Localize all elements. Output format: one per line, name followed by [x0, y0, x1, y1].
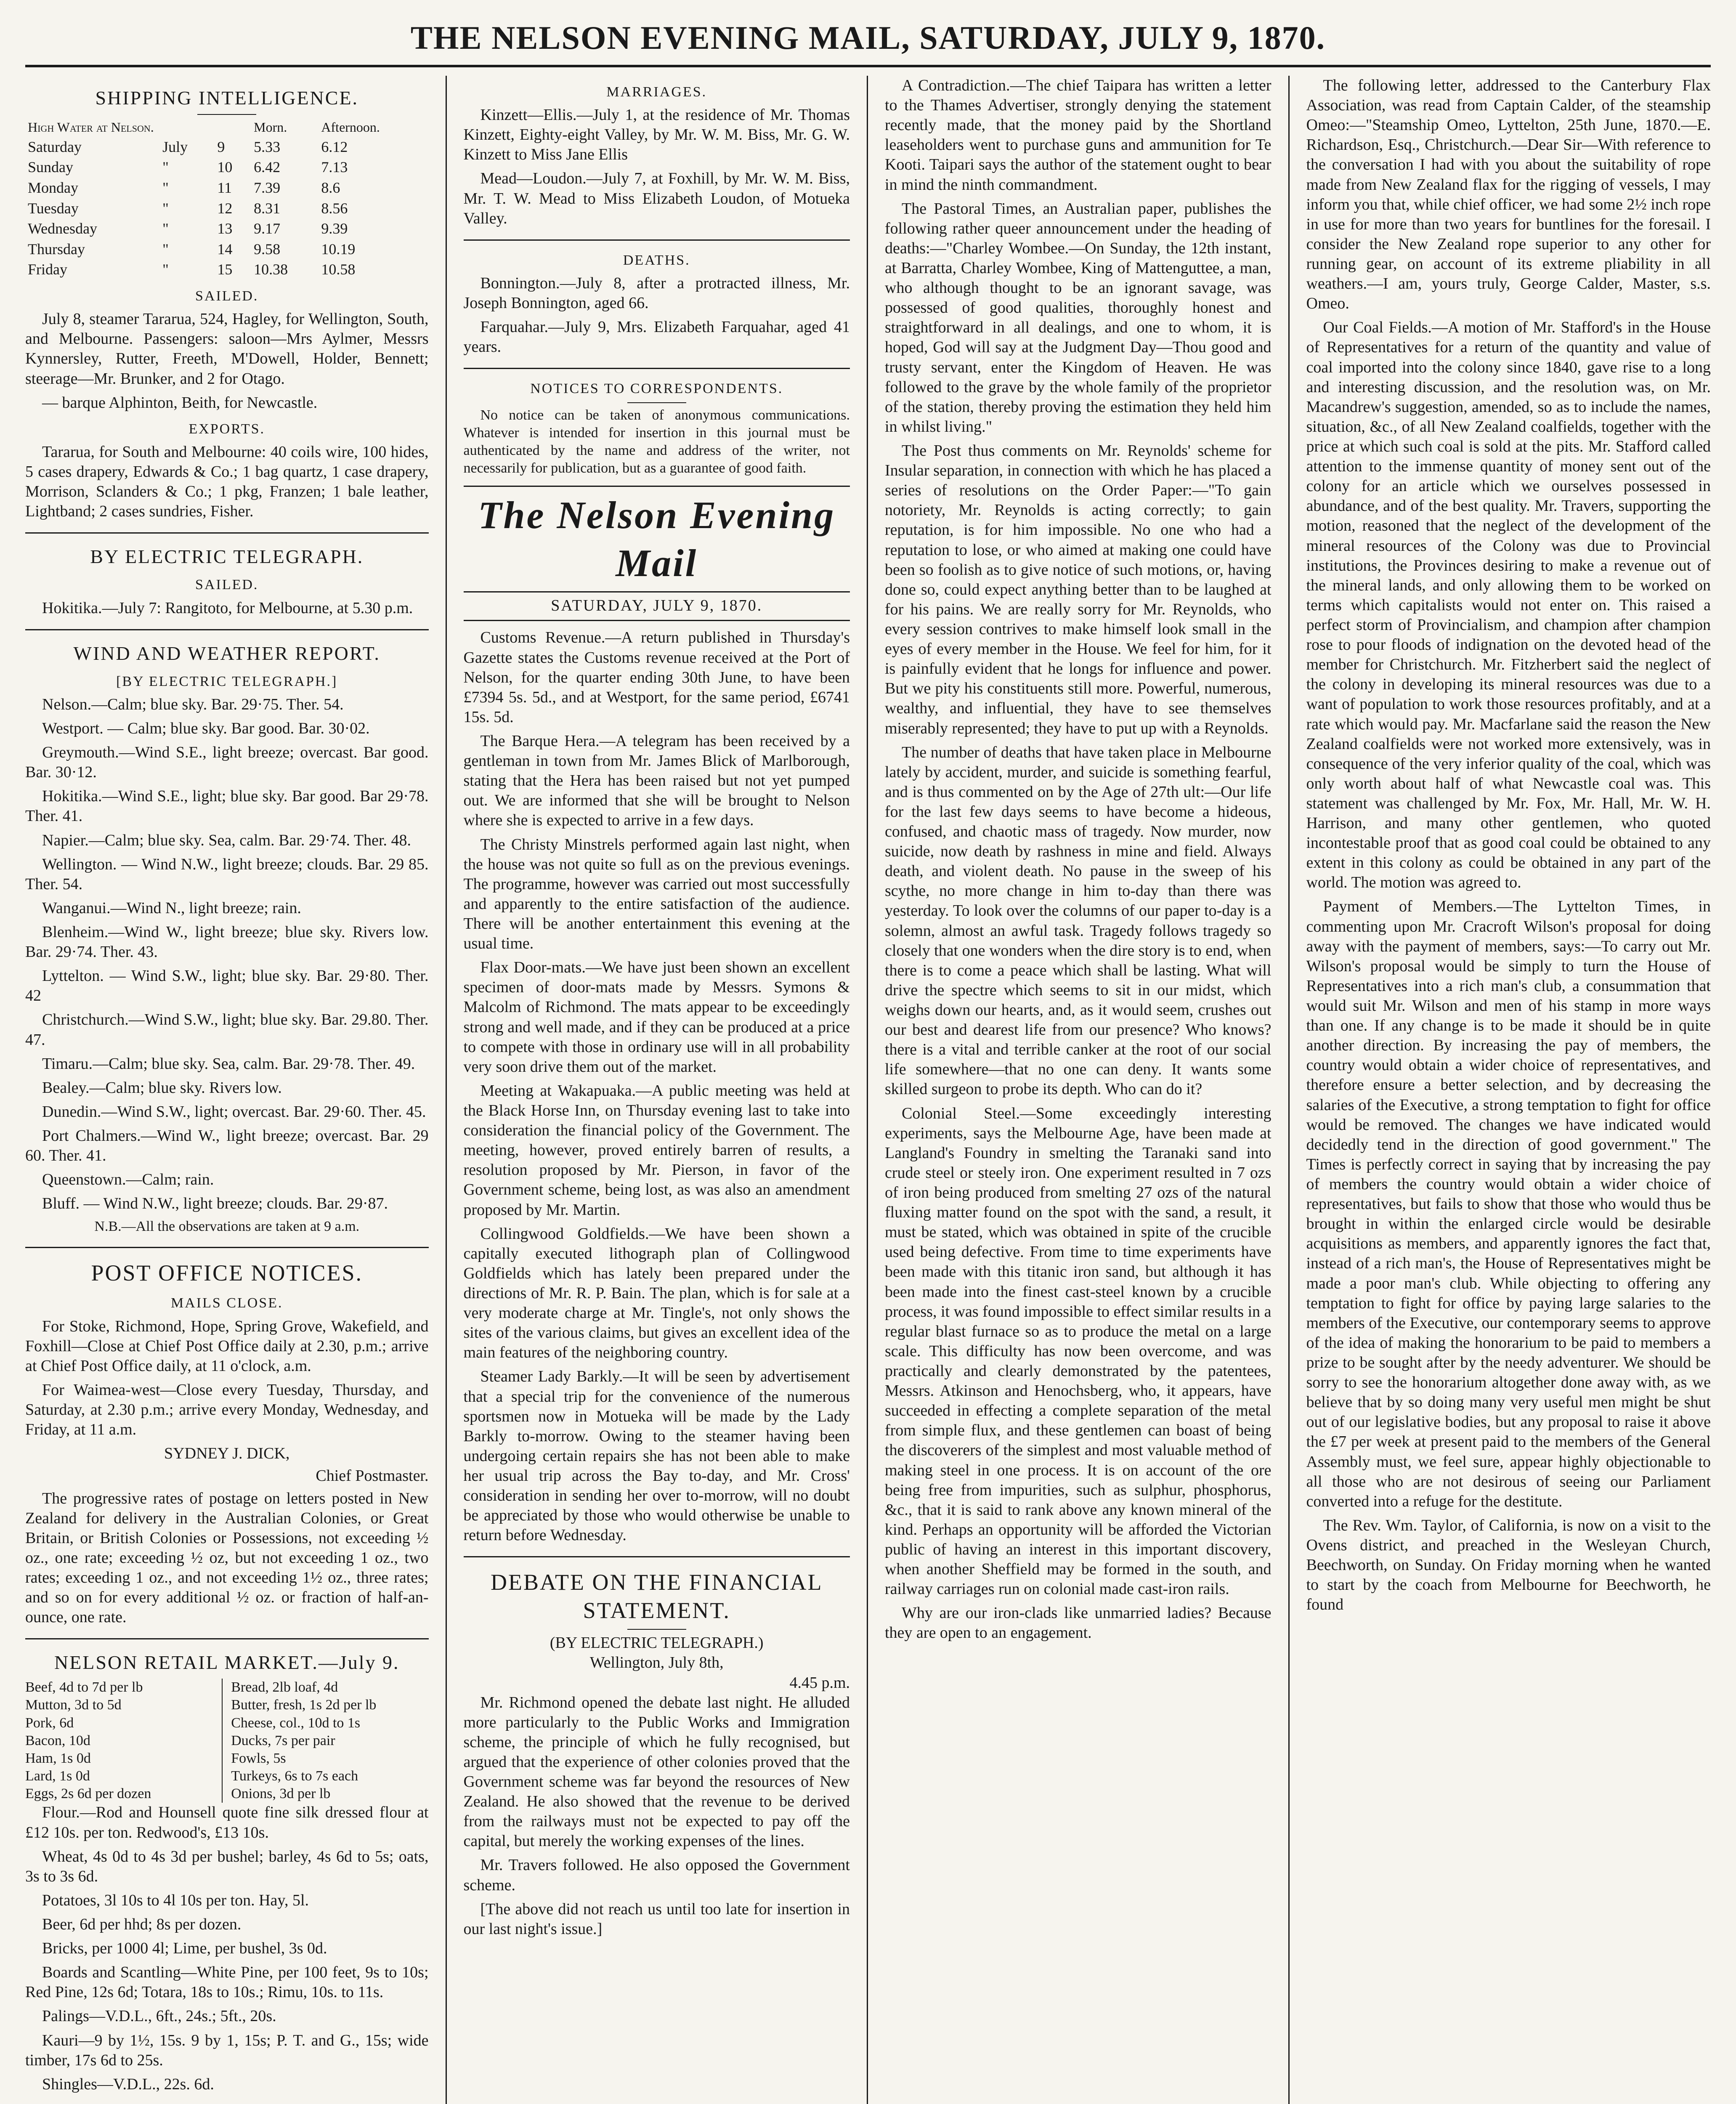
market-price-text: Wheat, 4s 0d to 4s 3d per bushel; barley, 4s 6d to 5s; oats, 3s to 3s 6d.	[25, 1847, 429, 1885]
post-office-title: POST OFFICE NOTICES.	[91, 1260, 363, 1286]
news-paragraph: Meeting at Wakapuaka.—A public meeting was held at the Black Horse Inn, on Thursday evening last to take into consideration the financial policy of the Government. The meeting, however, proved entirely barren of results, a resolution proposed by Mr. Pierson, in favor of the Government scheme, being lost, as was also an amendment proposed by Mr. Martin.	[463, 1081, 850, 1219]
market-item: Ducks, 7s per pair	[231, 1732, 335, 1748]
column-4-paras	[1306, 76, 1711, 1615]
news-paragraph: Flax Door-mats.—We have just been shown an excellent specimen of door-mats made by Messrs. Symons & Malcolm of Richmond. The mats appear to be exceedingly strong and well made, and if they can be produced at a price to compete with those in ordinary use will in all probability very soon drive them out of the market.	[463, 959, 850, 1076]
market-price-text: Kauri—9 by 1½, 15s. 9 by 1, 15s; P. T. and G., 15s; wide timber, 17s 6d to 25s.	[25, 2031, 429, 2069]
table-row	[25, 239, 429, 260]
mails-title: MAILS CLOSE.	[171, 1295, 283, 1311]
table-cell: 15	[217, 261, 233, 278]
market-item: Beef, 4d to 7d per lb	[25, 1679, 223, 1696]
table-cell: "	[162, 159, 169, 176]
table-cell: 13	[217, 220, 233, 237]
column-3	[868, 76, 1290, 2104]
table-cell: "	[162, 240, 169, 258]
table-row	[25, 157, 429, 178]
table-cell: 9.39	[321, 220, 348, 237]
market-grid	[25, 1679, 429, 1803]
column-3-paras	[885, 76, 1271, 1643]
debate-paragraph: Mr. Richmond opened the debate last night. He alluded more particularly to the Public Works and Immigration scheme, the principle of which he fully recognised, but argued that the experience of other colonies proved that the Government scheme was far beyond the resources of New Zealand. He also showed that the revenue to be derived from the railways must not be expected to pay off the capital, but merely the working expenses of the lines.	[463, 1693, 850, 1850]
market-item: Fowls, 5s	[231, 1750, 286, 1766]
table-cell: 9	[217, 138, 225, 155]
debate-paras	[464, 1693, 850, 1939]
table-cell: Tuesday	[28, 199, 79, 217]
weather-sub: [BY ELECTRIC TELEGRAPH.]	[116, 673, 338, 689]
weather-report-item: Blenheim.—Wind W., light breeze; blue sky. Rivers low. Bar. 29·74. Ther. 43.	[25, 923, 429, 961]
telegraph-text: Hokitika.—July 7: Rangitoto, for Melbourne, at 5.30 p.m.	[42, 599, 413, 617]
notices-title: NOTICES TO CORRESPONDENTS.	[530, 381, 783, 397]
tides-morn-header: Morn.	[254, 120, 287, 135]
debate-sub: (BY ELECTRIC TELEGRAPH.)	[549, 1634, 764, 1652]
table-cell: 10.19	[321, 240, 356, 258]
weather-list	[25, 695, 429, 1214]
table-cell: "	[162, 179, 169, 196]
debate-paragraph: Mr. Travers followed. He also opposed the Government scheme.	[463, 1856, 850, 1894]
shipping-title: SHIPPING INTELLIGENCE.	[95, 87, 359, 109]
table-row	[25, 218, 429, 239]
weather-report-item: Dunedin.—Wind S.W., light; overcast. Bar. 29·60. Ther. 45.	[42, 1102, 426, 1121]
table-cell: Thursday	[28, 240, 85, 258]
market-item: Bread, 2lb loaf, 4d	[231, 1679, 338, 1695]
weather-report-item: Westport. — Calm; blue sky. Bar good. Bar. 30·02.	[42, 719, 370, 737]
telegraph-sailed: SAILED.	[195, 577, 259, 593]
table-cell: 11	[217, 179, 232, 196]
weather-report-item: Christchurch.—Wind S.W., light; blue sky. Bar. 29.80. Ther. 47.	[25, 1011, 429, 1049]
divider	[627, 1629, 686, 1630]
weather-report-item: Bluff. — Wind N.W., light breeze; clouds. Bar. 29·87.	[42, 1195, 388, 1213]
masthead: THE NELSON EVENING MAIL, SATURDAY, JULY 9, 1870.	[25, 17, 1711, 67]
market-price-text: Palings—V.D.L., 6ft., 24s.; 5ft., 20s.	[42, 2007, 276, 2025]
news-paragraph: A Contradiction.—The chief Taipara has written a letter to the Thames Advertiser, strongly denying the statement recently made, that the money paid by the Shortland leaseholders went to purchase guns and ammunition for Te Kooti. Taipari says the author of the statement ought to bear in mind the ninth commandment.	[885, 77, 1271, 194]
divider	[25, 532, 429, 534]
news-paragraph: The Christy Minstrels performed again last night, when the house was not quite so full as on the previous evenings. The programme, however was carried out most successfully and apparently to the entire satisfaction of the audience. There will be another entertainment this evening at the usual time.	[463, 835, 850, 953]
marriage-notice: Kinzett—Ellis.—July 1, at the residence of Mr. Thomas Kinzett, Eighty-eight Valley, by Mr. W. M. Biss, Mr. G. W. Kinzett to Miss Jane Ellis	[463, 106, 850, 164]
market-item: Bacon, 10d	[25, 1732, 223, 1750]
table-cell: "	[162, 261, 169, 278]
table-cell: 9.58	[254, 240, 281, 258]
debate-time: 4.45 p.m.	[789, 1674, 850, 1692]
divider	[25, 1638, 429, 1639]
weather-report-item: Queenstown.—Calm; rain.	[42, 1171, 214, 1189]
market-price-text: Beer, 6d per hhd; 8s per dozen.	[42, 1915, 242, 1933]
market-item: Turkeys, 6s to 7s each	[231, 1768, 358, 1784]
notices-text: No notice can be taken of anonymous communications. Whatever is intended for insertion in this journal must be authenticated by the name and address of the writer, not necessarily for publication, but as a guarantee of good faith.	[463, 407, 850, 476]
table-cell: 6.42	[254, 159, 281, 176]
columns	[25, 76, 1711, 2104]
market-item: Cheese, col., 10d to 1s	[231, 1715, 361, 1731]
divider	[464, 368, 850, 369]
market-price-text: Shingles—V.D.L., 22s. 6d.	[42, 2075, 214, 2093]
table-cell: Wednesday	[28, 220, 98, 237]
editorial-banner: The Nelson Evening Mail	[464, 486, 850, 592]
deaths-title: DEATHS.	[623, 252, 690, 268]
divider	[25, 629, 429, 630]
editorial-paras	[464, 628, 850, 1545]
marriages-title: MARRIAGES.	[606, 84, 707, 100]
divider	[464, 239, 850, 241]
sailed-text-2: — barque Alphinton, Beith, for Newcastle.	[42, 393, 318, 412]
table-cell: Saturday	[28, 138, 82, 155]
weather-report-item: Wellington. — Wind N.W., light breeze; clouds. Bar. 29 85. Ther. 54.	[25, 855, 429, 893]
table-cell: 8.56	[321, 199, 348, 217]
divider	[25, 1247, 429, 1248]
news-paragraph: Steamer Lady Barkly.—It will be seen by advertisement that a special trip for the convenience of the numerous sportsmen now in Motueka will be made by the Lady Barkly to-morrow. Owing to the steamer having been undergoing certain repairs she has not been able to make her usual trip across the Bay to-day, and Mr. Cross' consideration in sending her over to-morrow, will no doubt be appreciated by those who would otherwise be unable to return before Wednesday.	[463, 1368, 850, 1544]
news-paragraph: Customs Revenue.—A return published in Thursday's Gazette states the Customs revenue received at the Port of Nelson, for the quarter ending 30th June, to have been £7394 5s. 5d., and at Westport, for the same period, £6741 15s. 5d.	[463, 629, 850, 726]
weather-report-item: Greymouth.—Wind S.E., light breeze; overcast. Bar good. Bar. 30·12.	[25, 744, 429, 781]
news-paragraph: Why are our iron-clads like unmarried ladies? Because they are open to an engagement.	[885, 1604, 1271, 1642]
market-item: Eggs, 2s 6d per dozen	[25, 1785, 223, 1803]
divider	[197, 114, 256, 115]
table-cell: 10	[217, 159, 233, 176]
table-cell: 9.17	[254, 220, 281, 237]
death-notice: Farquahar.—July 9, Mrs. Elizabeth Farquahar, aged 41 years.	[463, 318, 850, 356]
postmaster-title: Chief Postmaster.	[316, 1467, 429, 1485]
table-cell: Friday	[28, 261, 67, 278]
market-price-text: Bricks, per 1000 4l; Lime, per bushel, 3s 0d.	[42, 1939, 327, 1958]
weather-report-item: Wanganui.—Wind N., light breeze; rain.	[42, 899, 301, 917]
column-2	[447, 76, 868, 2104]
telegraph-title: BY ELECTRIC TELEGRAPH.	[90, 546, 364, 568]
table-cell: July	[162, 138, 188, 155]
news-paragraph: The number of deaths that have taken place in Melbourne lately by accident, murder, and suicide is something fearful, and is thus commented on by the Age of 27th ult:—Our life for the last few days seems to have become a hideous, confused, and chaotic mass of tragedy. Now murder, now suicide, now death by rashness in mine and field. Always death, and violent death. No pause in the sweep of his scythe, no more change in him to-day than there was yesterday. To look over the columns of our paper to-day is a solemn, almost an awful task. Tragedy follows tragedy so closely that one wonders when the dire story is to end, when there is to come a peace which shall be lasting. What will drive the spectre which seems to sit in our midst, which weighs down our hearts, and, as it would seem, crushes out our best and dearest life from our presence? Who knows? there is a vital and terrible canker at the root of our social life somewhere—that no one can deny. It wants some skilled surgeon to probe its depth. Who can do it?	[885, 743, 1271, 1098]
table-row	[25, 259, 429, 280]
column-4	[1290, 76, 1711, 2104]
column-1	[25, 76, 447, 2104]
weather-report-item: Nelson.—Calm; blue sky. Bar. 29·75. Ther. 54.	[42, 695, 344, 713]
market-item: Pork, 6d	[25, 1714, 223, 1732]
table-cell: Sunday	[28, 159, 73, 176]
table-cell: 5.33	[254, 138, 281, 155]
weather-title: WIND AND WEATHER REPORT.	[73, 642, 380, 664]
table-row	[25, 137, 429, 157]
table-row	[25, 198, 429, 219]
weather-note: N.B.—All the observations are taken at 9 a.m.	[94, 1219, 360, 1235]
marriage-notice: Mead—Loudon.—July 7, at Foxhill, by Mr. W. M. Biss, Mr. T. W. Mead to Miss Elizabeth Loudon, of Motueka Valley.	[463, 170, 850, 227]
weather-report-item: Bealey.—Calm; blue sky. Rivers low.	[42, 1079, 282, 1097]
news-paragraph: The following letter, addressed to the Canterbury Flax Association, was read from Captain Calder, of the steamship Omeo:—"Steamship Omeo, Lyttelton, 25th June, 1870.—E. Richardson, Esq., Christchurch.—Dear Sir—With reference to the conversation I had with you about the suitability of rope made from New Zealand flax for the rigging of vessels, I may inform you that, while chief officer, we had some 2½ inch rope in use for more than two years for buntlines for the foresail. I consider the New Zealand rope superior to any other for running gear, on account of its extreme pliability in all weathers.—I am, yours truly, George Calder, Master, s.s. Omeo.	[1306, 77, 1711, 313]
postage-text: The progressive rates of postage on letters posted in New Zealand for delivery in the Australian Colonies, or Great Britain, or British Colonies or Possessions, not exceeding ½ oz., one rate; exceeding ½ oz, but not exceeding 1 oz., two rates; exceeding 1 oz., and not exceeding 1½ oz., three rates; and so on for every additional ½ oz. or fraction of half-an-ounce, one rate.	[25, 1489, 429, 1626]
market-item: Mutton, 3d to 5d	[25, 1696, 223, 1714]
debate-paragraph: [The above did not reach us until too late for insertion in our last night's issue.]	[463, 1900, 850, 1938]
death-notice: Bonnington.—July 8, after a protracted illness, Mr. Joseph Bonnington, aged 66.	[463, 274, 850, 312]
table-cell: 12	[217, 199, 233, 217]
exports-text: Tararua, for South and Melbourne: 40 coils wire, 100 hides, 5 cases drapery, Edwards & Co.; 1 bag quartz, 1 case drapery, Morrison, Sclanders & Co.; 1 pkg, Franzen; 1 bale leather, Lightband; 2 cases sundries, Fisher.	[25, 443, 429, 521]
debate-title: DEBATE ON THE FINANCIAL STATEMENT.	[491, 1570, 823, 1623]
tides-table	[25, 118, 429, 280]
news-paragraph: Colonial Steel.—Some exceedingly interesting experiments, says the Melbourne Age, have been made at Langland's Foundry in smelting the Taranaki sand into crude steel or steely iron. One experiment resulted in 7 ozs of iron being produced from smelting 27 ozs of the natural fluxing matter found on the spot with the sand, a result, it must be stated, which was obtained in spite of the crucible used being defective. From time to time experiments have been made with this titanic iron sand, but although it has been made into the finest cast-steel known by a crucible process, it was found impossible to effect similar results in a regular blast furnace so as to produce the metal on a large scale. This difficulty has now been overcome, and was practically and clearly demonstrated by the patentees, Messrs. Atkinson and Henochsberg, who, it appears, have succeeded in effecting a complete separation of the metal from simple flux, and these gentlemen can boast of being the discoverers of the simplest and most valuable method of making steel in one process. It is on account of the ore being free from impurities, such as sulphur, phosphorus, &c., that it is said to rank above any known mineral of the kind. Perhaps an opportunity will be afforded the Victorian public of having an interest in this important discovery, when another Sheffield may be formed in the south, and railway carriages run on colonial made cast-iron rails.	[885, 1104, 1271, 1598]
postmaster-name: SYDNEY J. DICK,	[164, 1445, 290, 1463]
divider	[627, 402, 686, 403]
table-row	[25, 178, 429, 198]
market-title: NELSON RETAIL MARKET.—July 9.	[54, 1652, 400, 1674]
table-cell: 7.39	[254, 179, 281, 196]
market-item: Lard, 1s 0d	[25, 1767, 223, 1785]
news-paragraph: Our Coal Fields.—A motion of Mr. Stafford's in the House of Representatives for a return of the quantity and value of coal imported into the colony since 1840, gave rise to a long and interesting discussion, and the resolution was, on Mr. Macandrew's suggestion, amended, so as to include the names, situation, &c., of all New Zealand coalfields, together with the price at which such coal is sold at the pits. Mr. Stafford called attention to the immense quantity of money sent out of the colony for an article which we ourselves possessed in abundance, and of the best quality. Mr. Travers, supporting the motion, reasoned that the neglect of the development of the mineral resources of the Colony was due to Provincial institutions, the Provinces desiring to make a revenue out of the mineral lands, and only allowing them to be worked on terms which capitalists would not enter on. This raised a perfect storm of Provincialism, and champion after champion rose to pour floods of indignation on the devoted head of the member for Christchurch. Mr. Fitzherbert said the neglect of the colony in developing its mineral resources was due to a want of population to work those resources profitably, and at a rate which would pay. Mr. Macfarlane said the reason the New Zealand coalfields were not worked more extensively, was in consequence of the very inferior quality of the coal, which was only worth about half of what Newcastle coal was. This statement was challenged by Mr. Fox, Mr. Hall, Mr. W. H. Harrison, and many other gentlemen, who quoted incontestable proof that as good coal could be obtained to any extent in this colony as could be obtained in any part of the world. The motion was agreed to.	[1306, 319, 1711, 892]
debate-place: Wellington, July 8th,	[589, 1654, 724, 1672]
sailed-title: SAILED.	[195, 288, 259, 304]
mails-text-2: For Waimea-west—Close every Tuesday, Thursday, and Saturday, at 2.30 p.m.; arrive every Monday, Wednesday, and Friday, at 11 a.m.	[25, 1381, 429, 1439]
table-cell: Monday	[28, 179, 78, 196]
market-price-text: Boards and Scantling—White Pine, per 100 feet, 9s to 10s; Red Pine, 12s 6d; Totara, 18s to 10s.; Rimu, 10s. to 11s.	[25, 1963, 429, 2001]
table-cell: "	[162, 199, 169, 217]
table-cell: 7.13	[321, 159, 348, 176]
tides-heading: High Water at Nelson.	[28, 120, 154, 135]
sailed-text: July 8, steamer Tararua, 524, Hagley, for Wellington, South, and Melbourne. Passengers: saloon—Mrs Aylmer, Messrs Kynnersley, Rutter, Freeth, M'Dowell, Holder, Bennett; steerage—Mr. Brunker, and 2 for Otago.	[25, 310, 429, 388]
news-paragraph: Collingwood Goldfields.—We have been shown a capitally executed lithograph plan of Collingwood Goldfields which has lately been prepared under the directions of Mr. R. P. Bain. The plan, which is for sale at a very moderate charge at Mr. Tingle's, not only shows the sites of the various claims, but gives an excellent idea of the main features of the neighboring country.	[463, 1225, 850, 1362]
news-paragraph: The Barque Hera.—A telegram has been received by a gentleman in town from Mr. James Blick of Marlborough, stating that the Hera has been raised but not yet pumped out. We are informed that she will be brought to Nelson where she is expected to arrive in a few days.	[463, 732, 850, 829]
market-price-text: Potatoes, 3l 10s to 4l 10s per ton. Hay, 5l.	[42, 1891, 309, 1909]
news-paragraph: Payment of Members.—The Lyttelton Times, in commenting upon Mr. Cracroft Wilson's proposal for doing away with the payment of members, says:—To carry out Mr. Wilson's proposal would be simply to turn the House of Representatives into a rich man's club, a consummation that would suit Mr. Wilson and men of his stamp in more ways than one. If any change is to be made it should be in quite another direction. By increasing the pay of members, the country would obtain a wider choice of representatives, and therefore ensure a better selection, and by decreasing the salaries of the Executive, a strong temptation to fight for office would be removed. The changes we have indicated would decidedly tend in the direction of good government." The Times is perfectly correct in saying that by increasing the pay of members the country would obtain a wider choice of representatives, but fails to show that those who would thus be brought in within the enlarged circle would be desirable acquisitions as members, and apparently ignores the fact that, instead of a rich man's, the House of Representatives might be made a poor man's club. While objecting to offering any temptation to fight for office by paying large salaries to the members of the Executive, our contemporary seems to approve of the idea of making the honorarium to be paid to members a prize to be sought after by the needy adventurer. We should be sorry to see the honorarium altogether done away with, as we believe that by so doing many very useful men might be shut out of our legislative bodies, but any proposal to raise it above the £7 per week at present paid to the members of the General Assembly must, we feel sure, appear highly objectionable to all those who are not desirous of seeing our Parliament converted into a refuge for the destitute.	[1306, 898, 1711, 1510]
divider	[464, 1556, 850, 1557]
market-item: Onions, 3d per lb	[231, 1786, 331, 1802]
table-cell: 6.12	[321, 138, 348, 155]
mails-text-1: For Stoke, Richmond, Hope, Spring Grove, Wakefield, and Foxhill—Close at Chief Post Office daily at 2.30, p.m.; arrive at Chief Post Office daily, at 11 o'clock, a.m.	[25, 1317, 429, 1375]
weather-report-item: Lyttelton. — Wind S.W., light; blue sky. Bar. 29·80. Ther. 42	[25, 967, 429, 1005]
weather-report-item: Hokitika.—Wind S.E., light; blue sky. Bar good. Bar 29·78. Ther. 41.	[25, 787, 429, 825]
table-cell: 8.31	[254, 199, 281, 217]
news-paragraph: The Post thus comments on Mr. Reynolds' scheme for Insular separation, in connection with which he has placed a series of resolutions on the Order Paper:—"To gain notoriety, Mr. Reynolds is acting correctly; to gain reputation, is for him impossible. No one who had a reputation to lose, or who aimed at making one could have been so foolish as to give notice of such motions, or, having done so, could expect anything better than to be laughed at for his pains. We are really sorry for Mr. Reynolds, who every session contrives to make himself look small in the eyes of every member in the House. We feel for him, for it is painfully evident that he longs for influence and power. But we pity his constituents still more. Powerful, numerous, wealthy, and influential, they have to see themselves miserably represented; they have to put up with a Reynolds.	[885, 441, 1271, 737]
market-paras	[25, 1803, 429, 2094]
table-cell: 8.6	[321, 179, 340, 196]
news-paragraph: The Pastoral Times, an Australian paper, publishes the following rather queer announcement under the heading of deaths:—"Charley Wombee.—On Sunday, the 12th instant, at Barratta, Charley Wombee, King of Mattenguttee, a man, who although thought to be an ignorant savage, was possessed of good qualities, thoroughly honest and straightforward in all dealings, and one to whom, it is hoped, God will say at the Judgment Day—Thou good and trusty servant, enter the Kingdom of Heaven. He was followed to the grave by the whole family of the proprietor of the station, thereby proving the estimation they held him in whilst living."	[885, 199, 1271, 436]
market-item: Butter, fresh, 1s 2d per lb	[231, 1697, 377, 1713]
news-paragraph: The Rev. Wm. Taylor, of California, is now on a visit to the Ovens district, and preached in the Wesleyan Church, Beechworth, on Sunday. On Friday morning when he wanted to start by the coach from Melbourne for Beechworth, he found	[1306, 1516, 1711, 1614]
table-cell: 10.58	[321, 261, 356, 278]
weather-report-item: Timaru.—Calm; blue sky. Sea, calm. Bar. 29·78. Ther. 49.	[42, 1055, 415, 1073]
table-cell: "	[162, 220, 169, 237]
weather-report-item: Napier.—Calm; blue sky. Sea, calm. Bar. 29·74. Ther. 48.	[42, 831, 411, 849]
weather-report-item: Port Chalmers.—Wind W., light breeze; overcast. Bar. 29 60. Ther. 41.	[25, 1126, 429, 1165]
tides-header	[25, 118, 429, 137]
table-cell: 14	[217, 240, 233, 258]
exports-title: EXPORTS.	[188, 421, 265, 437]
table-cell: 10.38	[254, 261, 288, 278]
market-price-text: Flour.—Rod and Hounsell quote fine silk dressed flour at £12 10s. per ton. Redwood's, £13 10s.	[25, 1804, 429, 1841]
editorial-dateline: SATURDAY, JULY 9, 1870.	[464, 596, 850, 621]
tides-afternoon-header: Afternoon.	[321, 120, 380, 135]
market-item: Ham, 1s 0d	[25, 1750, 223, 1767]
